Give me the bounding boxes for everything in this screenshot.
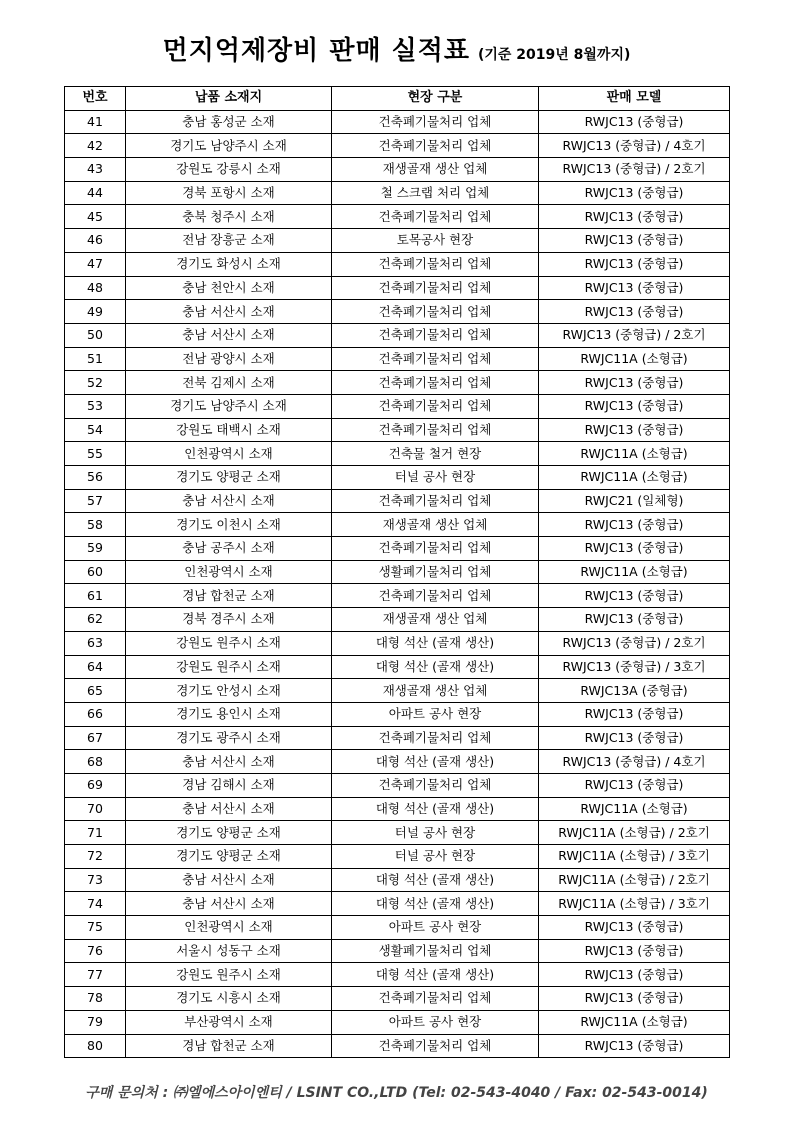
cell-site-type: 생활폐기물처리 업체: [332, 560, 539, 584]
cell-number: 45: [65, 205, 126, 229]
table-row: [65, 939, 730, 963]
cell-number: 55: [65, 442, 126, 466]
cell-site-type: 건축폐기물처리 업체: [332, 276, 539, 300]
cell-location: 충북 청주시 소재: [126, 205, 332, 229]
table-row: [65, 252, 730, 276]
cell-location: 충남 서산시 소재: [126, 489, 332, 513]
cell-site-type: 건축폐기물처리 업체: [332, 134, 539, 158]
cell-site-type: 건축물 철거 현장: [332, 442, 539, 466]
cell-site-type: 대형 석산 (골재 생산): [332, 750, 539, 774]
table-row: [65, 394, 730, 418]
table-row: [65, 702, 730, 726]
cell-location: 경남 합천군 소재: [126, 1034, 332, 1058]
cell-model: RWJC13 (중형급): [539, 987, 730, 1011]
cell-number: 68: [65, 750, 126, 774]
cell-location: 강원도 태백시 소재: [126, 418, 332, 442]
cell-number: 75: [65, 916, 126, 940]
cell-site-type: 건축폐기물처리 업체: [332, 418, 539, 442]
cell-site-type: 재생골재 생산 업체: [332, 158, 539, 182]
cell-location: 경기도 양평군 소재: [126, 821, 332, 845]
table-row: [65, 892, 730, 916]
cell-number: 44: [65, 181, 126, 205]
cell-number: 73: [65, 868, 126, 892]
cell-site-type: 건축폐기물처리 업체: [332, 371, 539, 395]
table-row: [65, 916, 730, 940]
cell-site-type: 대형 석산 (골재 생산): [332, 868, 539, 892]
cell-model: RWJC13 (중형급): [539, 773, 730, 797]
cell-number: 43: [65, 158, 126, 182]
cell-number: 78: [65, 987, 126, 1011]
table-row: [65, 276, 730, 300]
cell-number: 59: [65, 537, 126, 561]
cell-location: 경기도 남양주시 소재: [126, 394, 332, 418]
cell-model: RWJC13 (중형급): [539, 513, 730, 537]
cell-number: 69: [65, 773, 126, 797]
cell-location: 경기도 시흥시 소재: [126, 987, 332, 1011]
table-row: [65, 963, 730, 987]
table-row: [65, 631, 730, 655]
cell-model: RWJC13 (중형급): [539, 1034, 730, 1058]
table-row: [65, 1010, 730, 1034]
cell-model: RWJC13 (중형급): [539, 584, 730, 608]
cell-location: 경기도 용인시 소재: [126, 702, 332, 726]
cell-location: 충남 서산시 소재: [126, 892, 332, 916]
cell-site-type: 토목공사 현장: [332, 229, 539, 253]
table-row: [65, 584, 730, 608]
cell-number: 54: [65, 418, 126, 442]
cell-model: RWJC13 (중형급): [539, 181, 730, 205]
table-header-row: [65, 87, 730, 111]
cell-model: RWJC11A (소형급) / 3호기: [539, 845, 730, 869]
table-row: [65, 750, 730, 774]
cell-location: 전북 김제시 소재: [126, 371, 332, 395]
cell-model: RWJC21 (일체형): [539, 489, 730, 513]
cell-site-type: 철 스크랩 처리 업체: [332, 181, 539, 205]
cell-model: RWJC13 (중형급): [539, 276, 730, 300]
cell-location: 충남 홍성군 소재: [126, 110, 332, 134]
cell-number: 56: [65, 466, 126, 490]
cell-site-type: 재생골재 생산 업체: [332, 513, 539, 537]
table-row: [65, 773, 730, 797]
cell-location: 경기도 화성시 소재: [126, 252, 332, 276]
cell-location: 경기도 이천시 소재: [126, 513, 332, 537]
cell-location: 경기도 양평군 소재: [126, 466, 332, 490]
cell-site-type: 건축폐기물처리 업체: [332, 584, 539, 608]
cell-number: 74: [65, 892, 126, 916]
table-row: [65, 347, 730, 371]
table-row: [65, 134, 730, 158]
table-row: [65, 1034, 730, 1058]
cell-model: RWJC13 (중형급): [539, 726, 730, 750]
cell-number: 62: [65, 608, 126, 632]
cell-site-type: 건축폐기물처리 업체: [332, 252, 539, 276]
cell-number: 65: [65, 679, 126, 703]
cell-number: 77: [65, 963, 126, 987]
page-title: 먼지억제장비 판매 실적표: [162, 36, 470, 66]
cell-number: 58: [65, 513, 126, 537]
cell-model: RWJC13 (중형급) / 2호기: [539, 158, 730, 182]
table-row: [65, 797, 730, 821]
cell-site-type: 건축폐기물처리 업체: [332, 323, 539, 347]
cell-number: 46: [65, 229, 126, 253]
cell-site-type: 건축폐기물처리 업체: [332, 489, 539, 513]
table-row: [65, 608, 730, 632]
cell-location: 경북 경주시 소재: [126, 608, 332, 632]
cell-site-type: 터널 공사 현장: [332, 821, 539, 845]
cell-location: 충남 공주시 소재: [126, 537, 332, 561]
cell-number: 48: [65, 276, 126, 300]
table-row: [65, 181, 730, 205]
cell-number: 57: [65, 489, 126, 513]
cell-number: 42: [65, 134, 126, 158]
cell-number: 60: [65, 560, 126, 584]
cell-number: 76: [65, 939, 126, 963]
cell-model: RWJC13 (중형급): [539, 110, 730, 134]
table-row: [65, 513, 730, 537]
cell-location: 충남 서산시 소재: [126, 868, 332, 892]
table-row: [65, 560, 730, 584]
cell-site-type: 아파트 공사 현장: [332, 916, 539, 940]
cell-number: 63: [65, 631, 126, 655]
cell-number: 61: [65, 584, 126, 608]
cell-number: 70: [65, 797, 126, 821]
cell-model: RWJC13 (중형급): [539, 702, 730, 726]
cell-model: RWJC13 (중형급): [539, 608, 730, 632]
cell-location: 경기도 광주시 소재: [126, 726, 332, 750]
cell-number: 67: [65, 726, 126, 750]
cell-model: RWJC11A (소형급) / 2호기: [539, 868, 730, 892]
table-row: [65, 537, 730, 561]
page-header: [0, 30, 793, 67]
table-row: [65, 845, 730, 869]
cell-site-type: 건축폐기물처리 업체: [332, 726, 539, 750]
cell-location: 충남 서산시 소재: [126, 323, 332, 347]
cell-model: RWJC13 (중형급) / 2호기: [539, 323, 730, 347]
cell-location: 인천광역시 소재: [126, 560, 332, 584]
cell-site-type: 건축폐기물처리 업체: [332, 205, 539, 229]
table-row: [65, 418, 730, 442]
cell-location: 경기도 남양주시 소재: [126, 134, 332, 158]
cell-location: 서울시 성동구 소재: [126, 939, 332, 963]
cell-model: RWJC13 (중형급) / 4호기: [539, 750, 730, 774]
cell-model: RWJC13A (중형급): [539, 679, 730, 703]
cell-model: RWJC13 (중형급): [539, 418, 730, 442]
cell-number: 51: [65, 347, 126, 371]
cell-number: 80: [65, 1034, 126, 1058]
sales-table: [64, 86, 730, 1058]
column-header-site-type: 현장 구분: [332, 87, 539, 111]
cell-location: 강원도 강릉시 소재: [126, 158, 332, 182]
cell-location: 전남 광양시 소재: [126, 347, 332, 371]
cell-site-type: 건축폐기물처리 업체: [332, 394, 539, 418]
table-row: [65, 679, 730, 703]
table-row: [65, 371, 730, 395]
table-row: [65, 229, 730, 253]
cell-site-type: 재생골재 생산 업체: [332, 608, 539, 632]
cell-site-type: 건축폐기물처리 업체: [332, 110, 539, 134]
table-row: [65, 987, 730, 1011]
cell-site-type: 아파트 공사 현장: [332, 1010, 539, 1034]
table-row: [65, 489, 730, 513]
cell-model: RWJC11A (소형급): [539, 560, 730, 584]
cell-model: RWJC11A (소형급): [539, 1010, 730, 1034]
table-row: [65, 821, 730, 845]
cell-number: 41: [65, 110, 126, 134]
cell-site-type: 대형 석산 (골재 생산): [332, 655, 539, 679]
cell-site-type: 대형 석산 (골재 생산): [332, 797, 539, 821]
table-row: [65, 655, 730, 679]
column-header-model: 판매 모델: [539, 87, 730, 111]
table-row: [65, 205, 730, 229]
cell-location: 전남 장흥군 소재: [126, 229, 332, 253]
cell-model: RWJC11A (소형급) / 3호기: [539, 892, 730, 916]
cell-model: RWJC13 (중형급): [539, 939, 730, 963]
cell-model: RWJC13 (중형급): [539, 252, 730, 276]
cell-site-type: 재생골재 생산 업체: [332, 679, 539, 703]
cell-number: 52: [65, 371, 126, 395]
cell-model: RWJC13 (중형급): [539, 537, 730, 561]
table-row: [65, 442, 730, 466]
cell-site-type: 건축폐기물처리 업체: [332, 537, 539, 561]
cell-model: RWJC13 (중형급): [539, 963, 730, 987]
cell-site-type: 아파트 공사 현장: [332, 702, 539, 726]
cell-site-type: 대형 석산 (골재 생산): [332, 892, 539, 916]
cell-number: 71: [65, 821, 126, 845]
cell-location: 경남 김해시 소재: [126, 773, 332, 797]
cell-location: 경기도 안성시 소재: [126, 679, 332, 703]
cell-number: 79: [65, 1010, 126, 1034]
cell-model: RWJC13 (중형급): [539, 229, 730, 253]
cell-location: 인천광역시 소재: [126, 442, 332, 466]
cell-location: 충남 서산시 소재: [126, 750, 332, 774]
cell-model: RWJC13 (중형급) / 2호기: [539, 631, 730, 655]
cell-site-type: 생활폐기물처리 업체: [332, 939, 539, 963]
cell-model: RWJC13 (중형급): [539, 371, 730, 395]
cell-number: 50: [65, 323, 126, 347]
table-row: [65, 868, 730, 892]
table-row: [65, 323, 730, 347]
table-row: [65, 300, 730, 324]
cell-number: 47: [65, 252, 126, 276]
cell-site-type: 건축폐기물처리 업체: [332, 987, 539, 1011]
cell-number: 64: [65, 655, 126, 679]
cell-model: RWJC13 (중형급): [539, 916, 730, 940]
table-row: [65, 726, 730, 750]
cell-site-type: 건축폐기물처리 업체: [332, 773, 539, 797]
cell-model: RWJC13 (중형급) / 3호기: [539, 655, 730, 679]
cell-site-type: 터널 공사 현장: [332, 845, 539, 869]
cell-location: 경남 합천군 소재: [126, 584, 332, 608]
cell-location: 강원도 원주시 소재: [126, 963, 332, 987]
cell-location: 충남 서산시 소재: [126, 300, 332, 324]
cell-location: 경북 포항시 소재: [126, 181, 332, 205]
cell-site-type: 건축폐기물처리 업체: [332, 347, 539, 371]
cell-model: RWJC11A (소형급): [539, 797, 730, 821]
cell-site-type: 대형 석산 (골재 생산): [332, 963, 539, 987]
cell-site-type: 건축폐기물처리 업체: [332, 1034, 539, 1058]
cell-model: RWJC11A (소형급): [539, 466, 730, 490]
cell-location: 강원도 원주시 소재: [126, 655, 332, 679]
column-header-number: 번호: [65, 87, 126, 111]
page-subtitle: (기준 2019년 8월까지): [477, 47, 631, 63]
cell-location: 강원도 원주시 소재: [126, 631, 332, 655]
cell-model: RWJC13 (중형급): [539, 394, 730, 418]
cell-site-type: 건축폐기물처리 업체: [332, 300, 539, 324]
cell-model: RWJC11A (소형급) / 2호기: [539, 821, 730, 845]
cell-location: 충남 서산시 소재: [126, 797, 332, 821]
contact-footer: 구매 문의처 : ㈜엘에스아이엔티 / LSINT CO.,LTD (Tel: 02-543-4040 / Fax: 02-543-0014): [85, 1085, 708, 1101]
cell-site-type: 대형 석산 (골재 생산): [332, 631, 539, 655]
cell-model: RWJC13 (중형급): [539, 205, 730, 229]
cell-model: RWJC13 (중형급): [539, 300, 730, 324]
cell-location: 경기도 양평군 소재: [126, 845, 332, 869]
table-body: [65, 110, 730, 1058]
cell-location: 충남 천안시 소재: [126, 276, 332, 300]
table-row: [65, 158, 730, 182]
table-row: [65, 110, 730, 134]
cell-site-type: 터널 공사 현장: [332, 466, 539, 490]
cell-location: 인천광역시 소재: [126, 916, 332, 940]
cell-model: RWJC13 (중형급) / 4호기: [539, 134, 730, 158]
cell-location: 부산광역시 소재: [126, 1010, 332, 1034]
cell-number: 66: [65, 702, 126, 726]
cell-model: RWJC11A (소형급): [539, 347, 730, 371]
cell-number: 53: [65, 394, 126, 418]
cell-number: 49: [65, 300, 126, 324]
cell-model: RWJC11A (소형급): [539, 442, 730, 466]
cell-number: 72: [65, 845, 126, 869]
column-header-location: 납품 소재지: [126, 87, 332, 111]
table-row: [65, 466, 730, 490]
